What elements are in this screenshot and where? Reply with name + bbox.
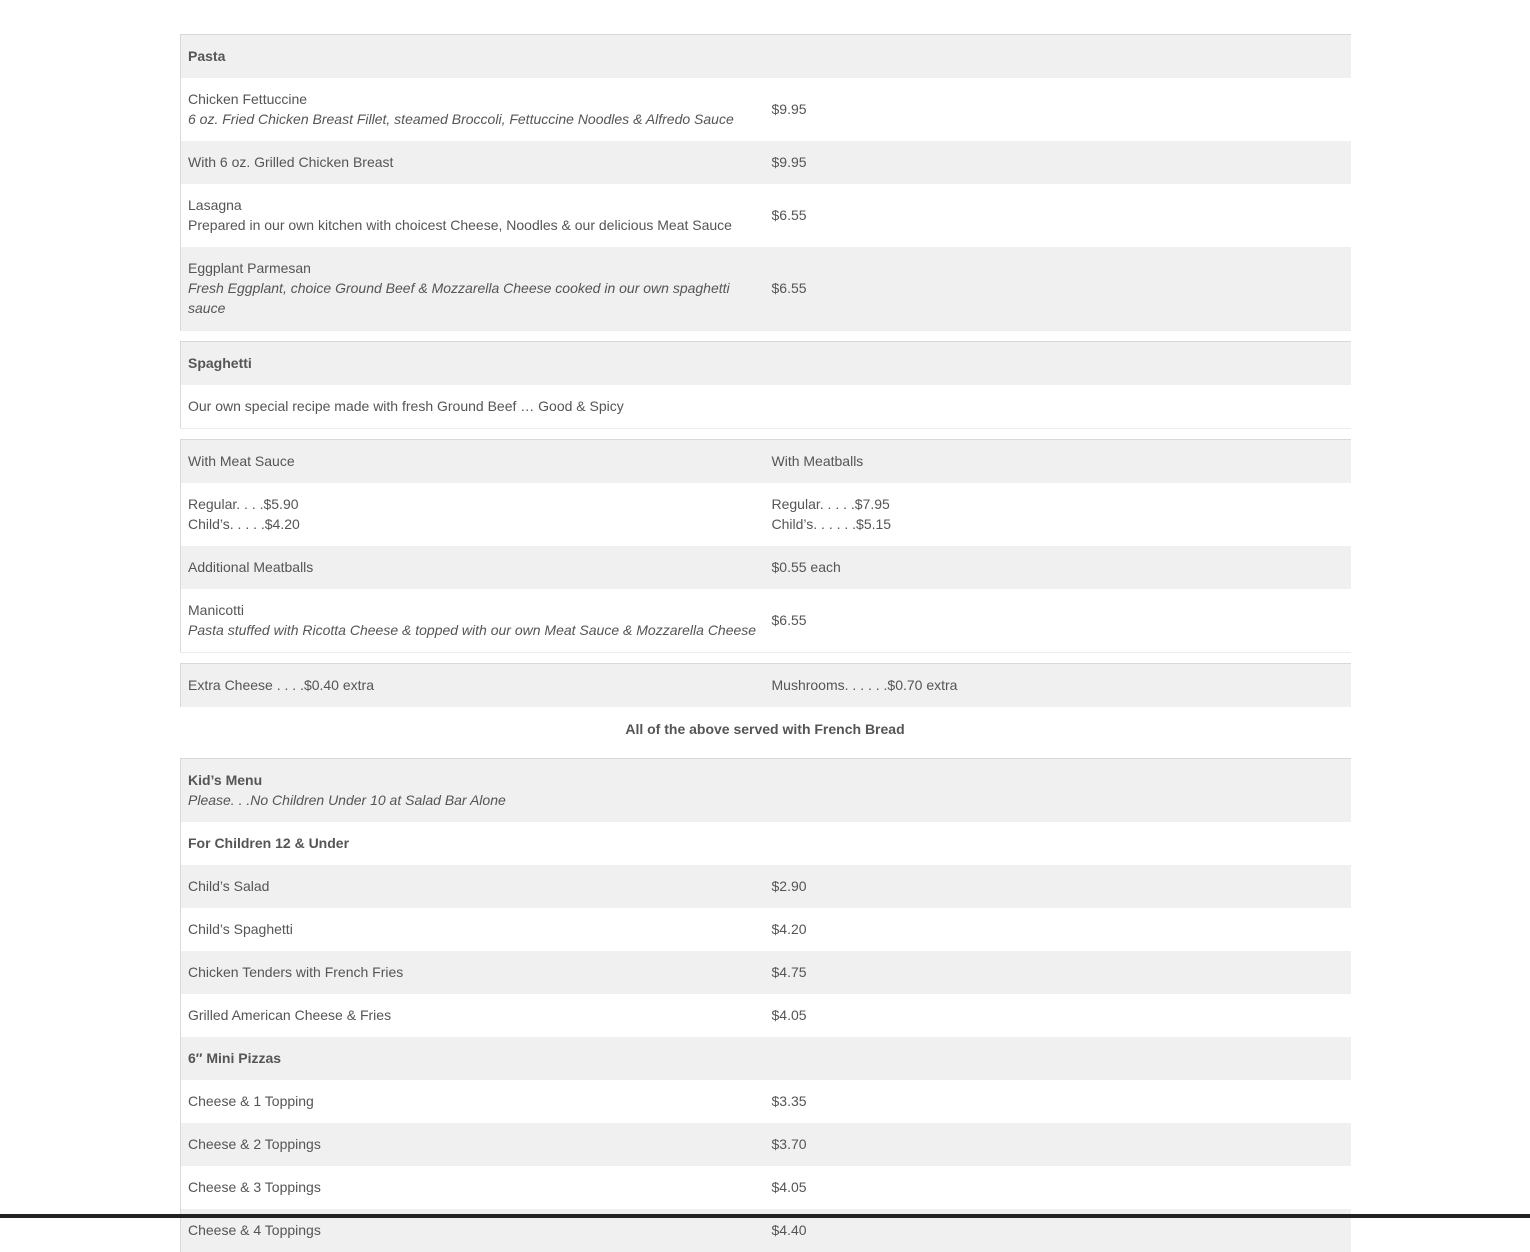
table-row <box>181 759 1351 823</box>
table-row <box>181 546 1351 589</box>
meat-sauce-child: Child’s. . . . .$4.20 <box>188 516 300 532</box>
spacer <box>180 653 1350 663</box>
item-price: $4.40 <box>765 1209 1351 1252</box>
spaghetti-heading: Spaghetti <box>181 342 1351 386</box>
item-name: Child’s Salad <box>181 865 765 908</box>
spacer <box>180 331 1350 341</box>
table-row <box>181 78 1351 141</box>
menu-item <box>181 247 765 331</box>
meat-sauce-prices <box>181 483 765 546</box>
table-row <box>181 664 1351 708</box>
menu-item <box>181 589 765 653</box>
table-row <box>181 822 1351 865</box>
table-row <box>181 440 1351 484</box>
spaghetti-intro: Our own special recipe made with fresh Ground Beef … Good & Spicy <box>181 385 1351 429</box>
meat-sauce-label: With Meat Sauce <box>181 440 765 484</box>
menu-item <box>181 78 765 141</box>
additional-meatballs-price: $0.55 each <box>765 546 1351 589</box>
table-row <box>181 1123 1351 1166</box>
table-row <box>181 141 1351 184</box>
spacer <box>180 429 1350 439</box>
meatballs-label: With Meatballs <box>765 440 1351 484</box>
table-row <box>181 951 1351 994</box>
item-name: Cheese & 4 Toppings <box>181 1209 765 1252</box>
extra-cheese: Extra Cheese . . . .$0.40 extra <box>181 664 765 708</box>
table-row <box>181 1080 1351 1123</box>
table-row <box>181 1166 1351 1209</box>
table-row <box>181 184 1351 247</box>
item-price: $9.95 <box>765 141 1351 184</box>
meatballs-child: Child’s. . . . . .$5.15 <box>771 516 892 532</box>
item-name: Eggplant Parmesan <box>188 260 311 276</box>
extra-mushrooms: Mushrooms. . . . . .$0.70 extra <box>765 664 1351 708</box>
table-row <box>181 483 1351 546</box>
item-name: Lasagna <box>188 197 242 213</box>
table-row <box>181 35 1351 79</box>
kids-heading-cell <box>181 759 1351 823</box>
extras-table <box>180 663 1351 707</box>
item-name: Manicotti <box>188 602 245 618</box>
item-name: Chicken Fettuccine <box>188 91 308 107</box>
item-name: With 6 oz. Grilled Chicken Breast <box>181 141 765 184</box>
pizza-heading: 6″ Mini Pizzas <box>181 1037 1351 1080</box>
item-name: Grilled American Cheese & Fries <box>181 994 765 1037</box>
spaghetti-heading-table <box>180 341 1351 429</box>
table-row <box>181 908 1351 951</box>
kids-menu-table <box>180 758 1351 1252</box>
pasta-table <box>180 34 1351 331</box>
item-name: Chicken Tenders with French Fries <box>181 951 765 994</box>
item-price: $3.70 <box>765 1123 1351 1166</box>
item-price: $4.75 <box>765 951 1351 994</box>
item-price: $3.35 <box>765 1080 1351 1123</box>
additional-meatballs-label: Additional Meatballs <box>181 546 765 589</box>
table-row <box>181 385 1351 429</box>
bottom-edge-bar <box>0 1214 1530 1218</box>
meatballs-regular: Regular. . . . .$7.95 <box>771 496 890 512</box>
item-description: 6 oz. Fried Chicken Breast Fillet, steamed Broccoli, Fettuccine Noodles & Alfredo Sauce <box>188 111 734 127</box>
kids-age-heading: For Children 12 & Under <box>181 822 1351 865</box>
item-price: $4.20 <box>765 908 1351 951</box>
item-name: Cheese & 1 Topping <box>181 1080 765 1123</box>
item-description: Fresh Eggplant, choice Ground Beef & Mozzarella Cheese cooked in our own spaghetti sauce <box>188 280 730 316</box>
kids-heading: Kid’s Menu <box>188 772 263 788</box>
pasta-heading: Pasta <box>181 35 1351 79</box>
table-row <box>181 589 1351 653</box>
table-row <box>181 247 1351 331</box>
item-name: Cheese & 2 Toppings <box>181 1123 765 1166</box>
item-description: Prepared in our own kitchen with choicest Cheese, Noodles & our delicious Meat Sauce <box>188 217 732 233</box>
item-name: Child’s Spaghetti <box>181 908 765 951</box>
item-price: $6.55 <box>765 247 1351 331</box>
item-price: $2.90 <box>765 865 1351 908</box>
menu-item <box>181 184 765 247</box>
item-description: Pasta stuffed with Ricotta Cheese & topped with our own Meat Sauce & Mozzarella Cheese <box>188 622 757 638</box>
item-price: $6.55 <box>765 184 1351 247</box>
item-price: $9.95 <box>765 78 1351 141</box>
table-row <box>181 1037 1351 1080</box>
item-price: $4.05 <box>765 994 1351 1037</box>
served-note: All of the above served with French Bread <box>625 721 905 737</box>
menu-content <box>180 34 1350 1252</box>
spaghetti-options-table <box>180 439 1351 653</box>
item-price: $4.05 <box>765 1166 1351 1209</box>
kids-subnote: Please. . .No Children Under 10 at Salad Bar Alone <box>188 792 506 808</box>
meat-sauce-regular: Regular. . . .$5.90 <box>188 496 299 512</box>
meatballs-prices <box>765 483 1351 546</box>
item-price: $6.55 <box>765 589 1351 653</box>
table-row <box>181 342 1351 386</box>
table-row <box>181 865 1351 908</box>
table-row <box>181 994 1351 1037</box>
item-name: Cheese & 3 Toppings <box>181 1166 765 1209</box>
